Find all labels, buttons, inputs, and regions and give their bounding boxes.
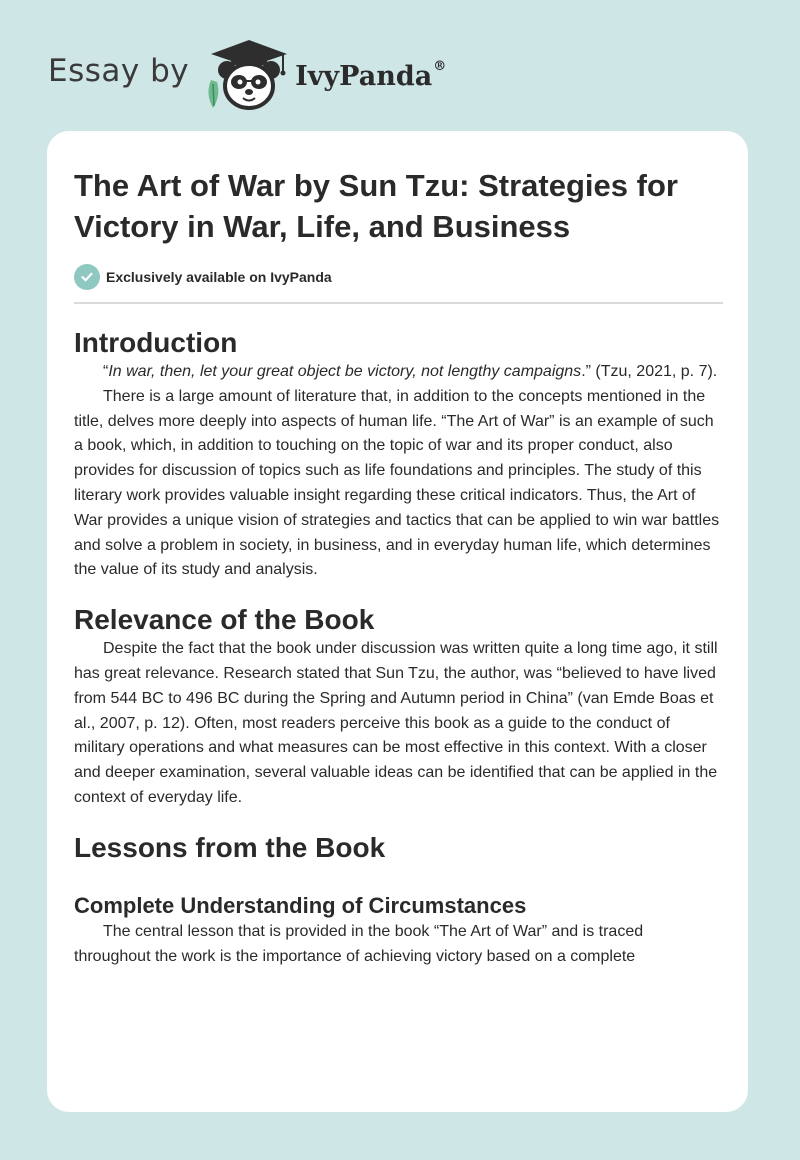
exclusive-badge bbox=[74, 264, 723, 290]
subsection-heading-circumstances: Complete Understanding of Circumstances bbox=[74, 892, 527, 918]
section-heading-introduction: Introduction bbox=[74, 327, 238, 358]
brand-name[interactable]: IvyPanda® bbox=[295, 58, 447, 92]
section-heading-relevance: Relevance of the Book bbox=[74, 604, 375, 636]
quote-text: In war, then, let your great object be victory, not lengthy campaigns bbox=[108, 363, 582, 380]
relevance-paragraph: Despite the fact that the book under discussion was written quite a long time ago, it still has great relevance. Research stated that Sun Tzu, the author, was “believed to have lived from 544 BC to 496 BC during the Spring and Autumn period in China” (van Emde Boas et al., 2007, p. 12). Often, most readers perceive this book as a guide to the conduct of military operations and what measures can be most effective in this context. With a closer and deeper examination, several valuable ideas can be identified that can be applied in the context of everyday life. bbox=[74, 640, 718, 806]
essay-title: The Art of War by Sun Tzu: Strategies for Victory in War, Life, and Business bbox=[74, 168, 678, 244]
essay-card bbox=[47, 131, 748, 1112]
exclusive-label: Exclusively available on IvyPanda bbox=[106, 269, 332, 285]
section-heading-lessons: Lessons from the Book bbox=[74, 831, 386, 863]
panda-logo-icon[interactable] bbox=[203, 34, 295, 114]
site-header bbox=[48, 34, 446, 114]
registered-mark: ® bbox=[433, 58, 447, 74]
intro-paragraph: There is a large amount of literature that, in addition to the concepts mentioned in the title, delves more deeply into aspects of human life. “The Art of War” is an example of such a book, which, in addition to touching on the topic of war and its proper conduct, also provides for discussion of topics such as life foundations and principles. The study of this literary work provides valuable insight regarding these critical indicators. Thus, the Art of War provides a unique vision of strategies and tactics that can be applied to win war battles and solve a problem in society, in business, and in everyday human life, which determines the value of its study and analysis. bbox=[74, 387, 720, 579]
intro-quote: “In war, then, let your great object be victory, not lengthy campaigns.” (Tzu, 2021, p. 7). bbox=[103, 363, 718, 380]
check-circle-icon bbox=[74, 264, 100, 290]
essay-by-label: Essay by bbox=[48, 53, 190, 89]
lessons-paragraph: The central lesson that is provided in the book “The Art of War” and is traced throughout the work is the importance of achieving victory based on a complete bbox=[74, 922, 644, 965]
divider bbox=[74, 302, 723, 304]
